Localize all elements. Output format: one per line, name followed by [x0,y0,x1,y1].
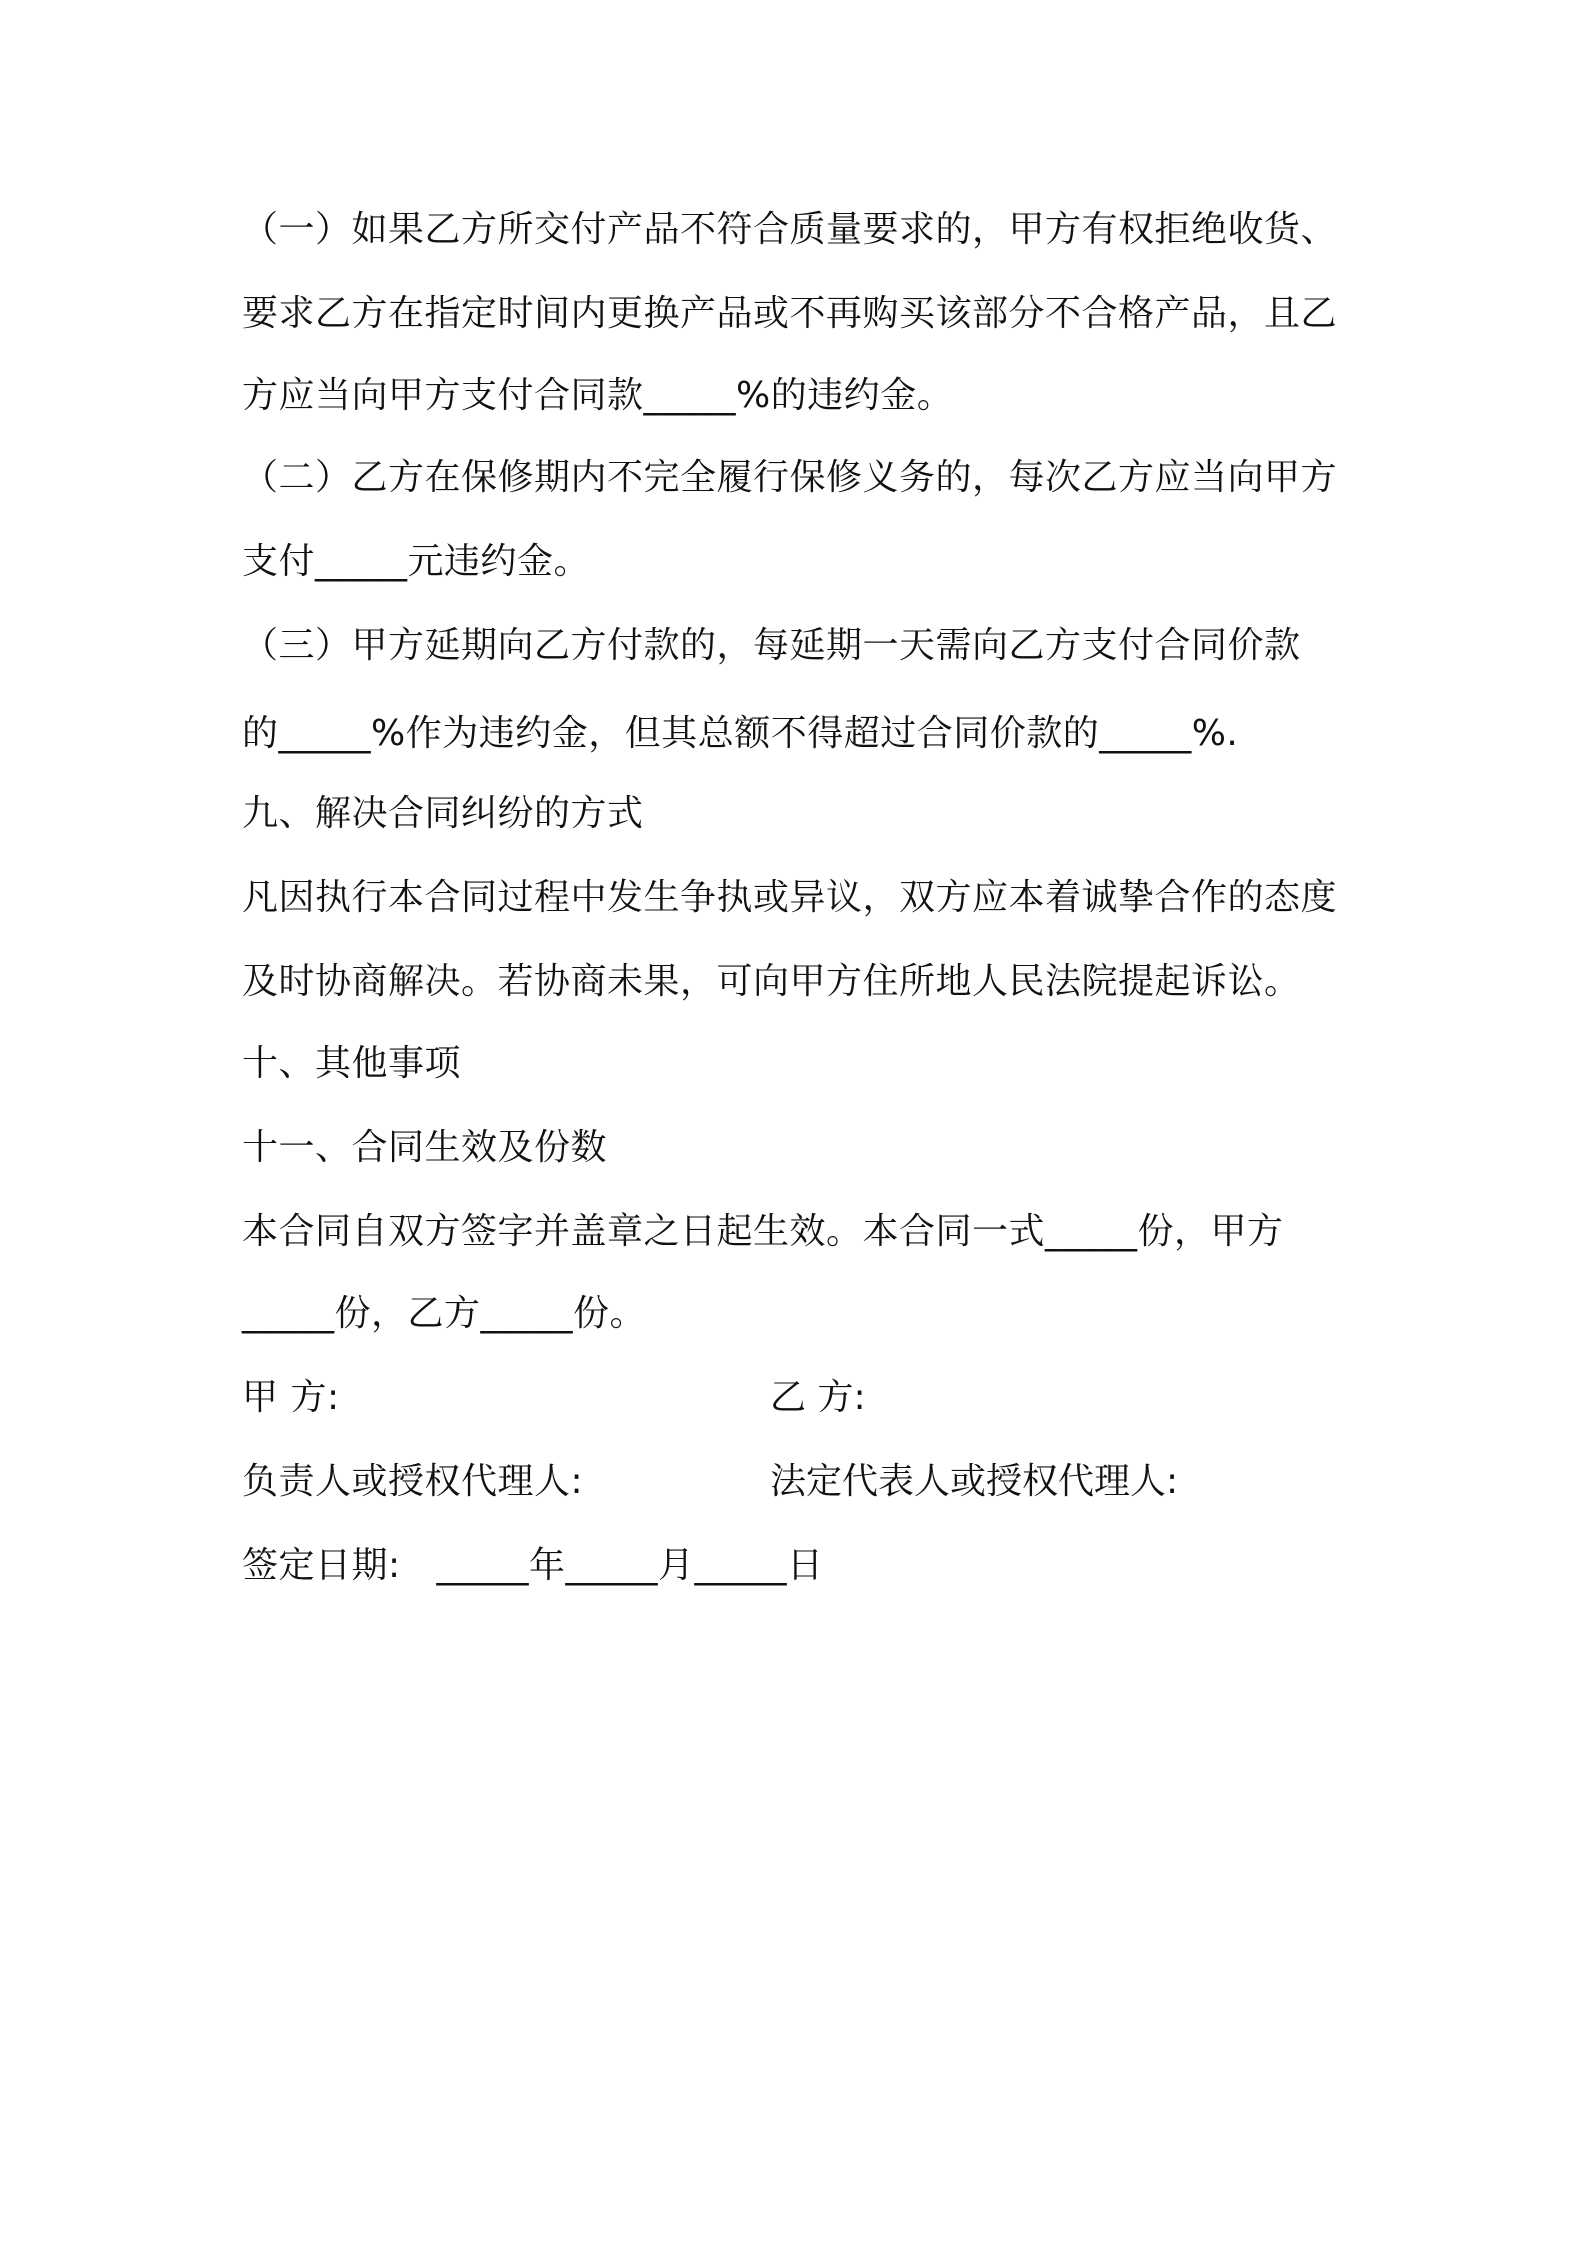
signing-date-line: 签定日期: _____年_____月_____日 [242,1545,824,1586]
clause-1-line-3: 方应当向甲方支付合同款_____%的违约金。 [242,375,954,416]
section-9-heading: 九、解决合同纠纷的方式 [242,793,644,834]
party-a-label: 甲 方: [242,1377,340,1418]
clause-2-line-1: （二）乙方在保修期内不完全履行保修义务的，每次乙方应当向甲方 [242,457,1338,498]
section-11-heading: 十一、合同生效及份数 [242,1127,608,1168]
clause-2-line-2: 支付_____元违约金。 [242,541,591,582]
party-b-label: 乙 方: [770,1377,866,1418]
party-a-rep-label: 负责人或授权代理人: [242,1461,584,1502]
section-11-line-2: _____份，乙方_____份。 [242,1293,647,1334]
clause-3-line-2: 的_____%作为违约金，但其总额不得超过合同价款的_____%. [242,713,1239,754]
party-b-rep-label: 法定代表人或授权代理人: [770,1461,1179,1502]
section-10-heading: 十、其他事项 [242,1043,462,1084]
clause-1-line-1: （一）如果乙方所交付产品不符合质量要求的，甲方有权拒绝收货、 [242,209,1338,250]
section-9-line-1: 凡因执行本合同过程中发生争执或异议，双方应本着诚挚合作的态度 [242,877,1338,918]
section-9-line-2: 及时协商解决。若协商未果，可向甲方住所地人民法院提起诉讼。 [242,961,1301,1002]
clause-3-line-1: （三）甲方延期向乙方付款的，每延期一天需向乙方支付合同价款 [242,625,1301,666]
section-11-line-1: 本合同自双方签字并盖章之日起生效。本合同一式_____份，甲方 [242,1211,1284,1252]
clause-1-line-2: 要求乙方在指定时间内更换产品或不再购买该部分不合格产品，且乙 [242,293,1338,334]
